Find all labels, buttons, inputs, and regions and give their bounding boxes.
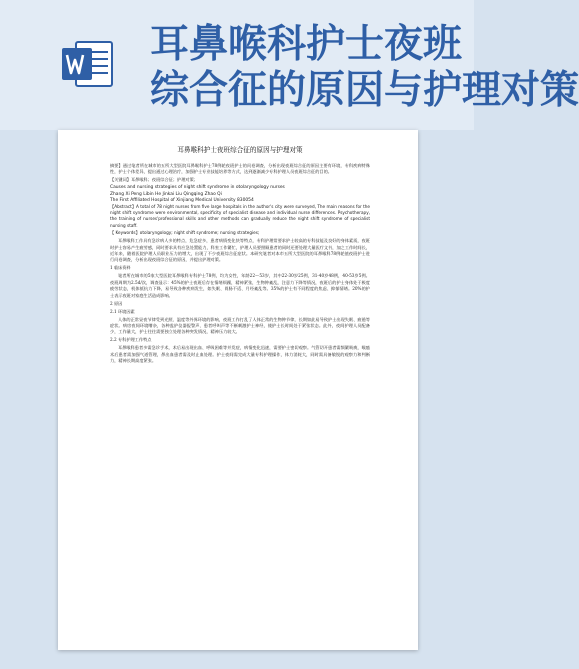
- abstract-cn: 摘要】通过笔者所在城市的五所大型医院耳鼻喉科护士78例轮夜班护士的问卷调查，分析出现夜班综合征的原因主要有环境，专科疾病特殊性，护士个体差异，提出通过心理治疗，加强护士专业技能培养等方式，达到逐渐减少专科护理人员夜班综合征的目的。: [110, 163, 370, 175]
- clinical-paragraph: 笔者所在城市的5家大型医院耳鼻喉科专科护士78例，均为女性，年龄22～53岁，其中22-30岁25例，31-40岁48例，40-53岁5例。夜班周期为2.5d/次，调查显示：45%的护士夜班后存在情绪烦躁，精神紧张，生物钟紊乱，注意力下降等情况，夜班后的护士身体处于极度疲劳状态，机体抵抗力下降，易导致各种疾病发生，如失眠、胃肠不适、月经紊乱等。35%的护士有不同程度的焦虑、抑郁情绪。20%的护士表示夜班对家庭生活造成影响。: [110, 273, 370, 298]
- english-authors: Zhang Xi Peng Libin He Jinkai Liu Qingqing Zhao Qi: [110, 191, 222, 197]
- subsection-heading-specialty: 2.2 专科护理工作特点: [110, 337, 152, 343]
- section-heading-clinical: 1 临床资料: [110, 265, 131, 271]
- document-body: [110, 140, 370, 366]
- document-title: 耳鼻喉科护士夜班综合征的原因与护理对策: [177, 146, 303, 154]
- section-heading-causes: 2 原因: [110, 300, 123, 306]
- english-title: Causes and nursing strategies of night shift syndrome in otolaryngology nurses: [110, 185, 285, 191]
- keywords-cn: 【关键词】耳鼻喉科；夜班综合征；护理对策；: [110, 177, 198, 183]
- abstract-en: 【Abstract】A total of 78 night nurses from five large hospitals in the author's city were surveyed, The main reasons for the night shift syndrome were environmental, specificity of specialist disease and individual nurse differences. Psychotherapy, the training of nurses'professional skills and other methods can gradually reduce the night shift syndrome of specialist nursing staff.: [110, 204, 370, 228]
- environment-paragraph: 人体的正常昼夜节律受到光照、温度等外界环境的影响，夜班工作打乱了人体正常的生物钟节律，长期如此易导致护士出现失眠、疲倦等症状。病房夜间环境嘈杂，各种监护仪器报警声、患者呼叫声等不断刺激护士神经，使护士长时间处于紧张状态。此外，夜间护理人员配备少，工作量大，护士往往需要独立处理各种突发情况，精神压力较大。: [110, 316, 370, 335]
- banner-title-line-1: 耳鼻喉科护士夜班: [150, 22, 463, 67]
- subsection-heading-environment: 2.1 环境因素: [110, 308, 135, 314]
- document-page: [58, 130, 418, 650]
- banner-title: [150, 22, 579, 114]
- specialty-paragraph: 耳鼻喉科患者多需急诊手术，术后易出现出血、呼吸困难等并发症，病情变化迅速，需要护士密切观察。气管切开患者需频繁吸痰，喉癌术后患者需加强气道管理，鼻出血患者需及时止血处理。护士夜间需完成大量专科护理操作，体力消耗大，同时需具备敏锐的观察力和判断力，精神长期高度紧张。: [110, 345, 370, 364]
- keywords-en: 【 Keywords】otolaryngology; night shift syndrome; nursing strategies;: [110, 230, 260, 236]
- banner-title-line-2: 综合征的原因与护理对策: [150, 68, 579, 113]
- english-affiliation: The First Affiliated Hospital of Xinjiang Medical University 830054: [110, 197, 254, 203]
- intro-paragraph: 耳鼻喉科工作具有急诊病人多的特点，危急症多，患者病情变化快等特点，专科护理常要求护士较高的专科技能及良好的身体素质，夜班时护士容易产生疲劳感，同时要求具有应急处置能力，科室工作繁忙，护理人员要照顾患者的同时还要处理大量医疗文书，加之工作时间长，近年来，随着医院护理人员职业压力的增大，出现了不少夜班综合征症状。本研究笔者对本市五所大型医院的耳鼻喉科78例轮值夜班护士进行问卷调查，分析出现夜班综合征的原因，并提出护理对策。: [110, 238, 370, 263]
- word-document-icon: [62, 36, 114, 92]
